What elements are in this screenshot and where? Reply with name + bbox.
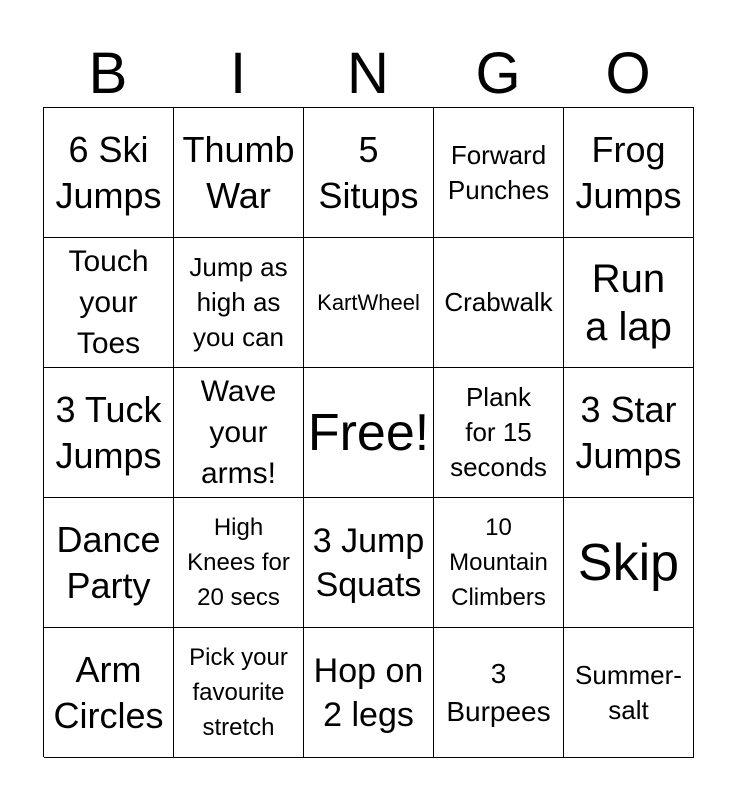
bingo-cell[interactable]	[174, 108, 304, 238]
bingo-cell-label: 3 Jump Squats	[312, 521, 425, 604]
bingo-cell[interactable]	[44, 628, 174, 758]
bingo-cell[interactable]	[434, 498, 564, 628]
bingo-cell[interactable]	[434, 368, 564, 498]
bingo-header	[43, 40, 693, 108]
bingo-cell-label: Free!	[307, 403, 430, 462]
bingo-cell-label: Pick your favourite stretch	[189, 644, 288, 741]
bingo-cell[interactable]	[304, 108, 434, 238]
bingo-cell[interactable]	[304, 628, 434, 758]
bingo-cell-label: 5 Situps	[318, 128, 419, 216]
bingo-cell-label: Skip	[577, 533, 680, 592]
bingo-cell[interactable]	[564, 108, 694, 238]
bingo-cell-label: 10 Mountain Climbers	[449, 514, 548, 611]
header-letter-i: I	[229, 41, 247, 106]
bingo-cell-label: Plank for 15 seconds	[450, 382, 547, 482]
bingo-cell[interactable]	[44, 498, 174, 628]
bingo-cell[interactable]	[174, 238, 304, 368]
header-letter-o: O	[605, 41, 651, 106]
bingo-cell[interactable]	[304, 498, 434, 628]
bingo-cell-label: 3 Star Jumps	[575, 388, 682, 476]
bingo-cell-label: Crabwalk	[444, 287, 553, 317]
bingo-cell[interactable]	[44, 108, 174, 238]
bingo-cell[interactable]	[174, 368, 304, 498]
bingo-cell[interactable]	[174, 628, 304, 758]
bingo-cell[interactable]	[564, 628, 694, 758]
bingo-cell-label: 6 Ski Jumps	[55, 128, 162, 216]
bingo-cell-label: High Knees for 20 secs	[187, 514, 290, 611]
bingo-cell-label: Wave your arms!	[200, 375, 277, 490]
bingo-cell-label: Thumb War	[182, 128, 295, 216]
bingo-cell[interactable]	[304, 368, 434, 498]
bingo-cell-label: Hop on 2 legs	[313, 651, 424, 734]
header-letter-g: G	[475, 41, 521, 106]
bingo-cell[interactable]	[434, 628, 564, 758]
bingo-cell[interactable]	[174, 498, 304, 628]
bingo-cell-label: Run a lap	[585, 256, 672, 349]
bingo-cell[interactable]	[304, 238, 434, 368]
bingo-cell-label: 3 Tuck Jumps	[55, 388, 162, 476]
bingo-cell-label: Arm Circles	[53, 648, 164, 736]
bingo-cell[interactable]	[564, 368, 694, 498]
bingo-cell-label: Forward Punches	[447, 139, 550, 205]
bingo-cell-label: 3 Burpees	[446, 657, 551, 727]
bingo-cell[interactable]	[564, 238, 694, 368]
bingo-cell-label: Jump as high as you can	[189, 252, 288, 352]
bingo-cell-label: Dance Party	[56, 518, 161, 606]
bingo-board	[43, 107, 694, 757]
bingo-cell-label: KartWheel	[317, 289, 420, 315]
bingo-cell[interactable]	[434, 238, 564, 368]
bingo-cell[interactable]	[564, 498, 694, 628]
bingo-cell[interactable]	[434, 108, 564, 238]
bingo-cell[interactable]	[44, 238, 174, 368]
bingo-cell[interactable]	[44, 368, 174, 498]
bingo-cell-label: Summer- salt	[575, 659, 682, 725]
header-letter-n: N	[347, 41, 389, 106]
bingo-cell-label: Touch your Toes	[68, 245, 149, 360]
header-letter-b: B	[88, 41, 128, 106]
bingo-cell-label: Frog Jumps	[575, 128, 682, 216]
